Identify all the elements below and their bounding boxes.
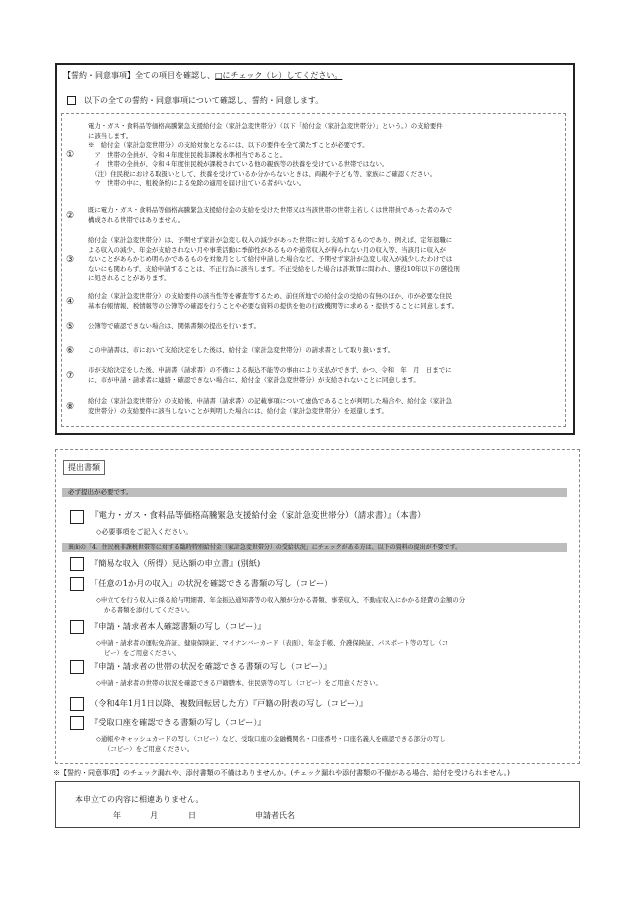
consent-item-line: 給付金（家計急変世帯分）の支給要件の該当性等を審査等するため、前住所地での給付金の受給の有無のほか、市が必要な住民 bbox=[88, 292, 453, 300]
consent-item-number: ⑧ bbox=[66, 401, 75, 412]
consent-item-line: に該当します。 bbox=[88, 131, 133, 140]
main-doc-note: ◇必要事項をご記入ください。 bbox=[96, 528, 193, 536]
consent-item-line: ウ 世帯の中に、租税条約による免除の適用を届け出ている者がいない。 bbox=[88, 179, 306, 187]
consent-item-number: ② bbox=[66, 210, 75, 221]
consent-item-line: 給付金（家計急変世帯分）は、予期せず家計が急変し収入の減少があった世帯に対し支給するものであり、例えば、定年退職に bbox=[88, 236, 453, 244]
document-title: 『申請・請求者本人確認書類の写し（コピー）』 bbox=[90, 621, 266, 631]
declaration-year: 年 bbox=[113, 811, 121, 820]
consent-item-line: ないにも関わらず、支給申請することは、不正行為に該当します。不正受給をした場合は詐欺罪に問われ、懲役10年以下の懲役刑 bbox=[88, 264, 460, 273]
consent-item-line: 電力・ガス・食料品等価格高騰緊急支援給付金（家計急変世帯分）（以下「給付金（家計急変世帯分）」という。）の支給要件 bbox=[88, 122, 443, 130]
applicant-name-field[interactable] bbox=[305, 806, 565, 820]
applicant-name-label: 申請者氏名 bbox=[255, 811, 295, 820]
consent-item-number: ④ bbox=[66, 296, 75, 307]
document-title: 『簡易な収入（所得）見込額の申立書』(別紙) bbox=[90, 558, 261, 568]
document-note: ピー）をご用意ください。 bbox=[104, 649, 181, 657]
footer-note: ※【誓約・同意事項】のチェック漏れや、添付書類の不備はありませんか。(チェック漏れや添付書類の不備がある場合、給付を受けられません。) bbox=[53, 769, 510, 777]
document-checkbox[interactable] bbox=[70, 716, 84, 730]
document-checkbox[interactable] bbox=[70, 557, 84, 571]
consent-item-line: イ 世帯の全員が、令和４年度住民税が課税されている他の親族等の扶養を受けている世帯ではない。 bbox=[88, 160, 389, 168]
consent-header-bracket: 【誓約・同意事項】 bbox=[63, 71, 135, 80]
document-checkbox[interactable] bbox=[70, 620, 84, 634]
document-note: ◇申立てを行う収入に係る給与明細書、年金振込通知書等の収入額が分かる書類、事業収入、不動産収入にかかる経費の金額の分 bbox=[96, 596, 466, 604]
consent-item-line: 変世帯分）の支給要件に該当しないことが判明した場合には、給付金（家計急変世帯分）を返還します。 bbox=[88, 406, 388, 415]
document-note: ◇申請・請求者の世帯の状況を確認できる戸籍謄本、住民票等の写し（コピー）をご用意ください。 bbox=[96, 679, 382, 687]
consent-item-line: よる収入の減少、年金が支給されない月や事業活動に季節性があるものや通常収入が得られない月の収入等、当該月に収入が bbox=[88, 245, 446, 254]
document-title: 「任意の1か月の収入」の状況を確認できる書類の写し（コピー） bbox=[90, 578, 333, 588]
consent-item-line: ないことがあらかじめ明らかであるものを対象月として給付申請した場合など、予期せず家計が急変し収入が減少したわけでは bbox=[88, 255, 453, 263]
consent-item-line: 市が支給決定をした後、申請書（請求書）の不備による振込不能等の事由により支払ができず、かつ、令和 年 月 日までに bbox=[88, 366, 452, 374]
document-title: （令和4年1月1日以降、複数回転居した方）『戸籍の附表の写し（コピー）』 bbox=[90, 698, 368, 708]
document-note: かる書類を添付してください。 bbox=[104, 606, 194, 614]
consent-item-line: この申請書は、市において支給決定をした後は、給付金（家計急変世帯分）の請求書として取り扱います。 bbox=[88, 346, 395, 354]
consent-item-line: 給付金（家計急変世帯分）の支給後、申請書（請求書）の記載事項について虚偽であることが判明した場合や、給付金（家計急 bbox=[88, 397, 453, 405]
consent-item-number: ⑥ bbox=[66, 346, 75, 356]
consent-checkbox-label: 以下の全ての誓約・同意事項について確認し、誓約・同意します。 bbox=[84, 96, 324, 105]
declaration-month: 月 bbox=[150, 811, 158, 820]
document-checkbox[interactable] bbox=[70, 577, 84, 591]
consent-item-line: 構成される世帯ではありません。 bbox=[88, 215, 185, 224]
consent-item-line: に処されることがあります。 bbox=[88, 274, 171, 282]
document-note: ◇通帳やキャッシュカードの写し（コピー）など、受取口座の金融機関名・口座番号・口座名義人を確認できる部分の写し bbox=[96, 735, 446, 743]
document-checkbox[interactable] bbox=[70, 660, 84, 674]
consent-item-line: （注）住民税における取扱いとして、扶養を受けているか分からないときは、両親や子ども等、家族にご確認ください。 bbox=[88, 169, 437, 178]
consent-item-line: 既に電力・ガス・食料品等価格高騰緊急支援給付金の支給を受けた世帯又は当該世帯の世帯主若しくは世帯員であった者のみで bbox=[88, 206, 453, 214]
consent-item-line: ア 世帯の全員が、令和４年度住民税非課税水準相当であること。 bbox=[88, 150, 287, 159]
main-doc-checkbox[interactable] bbox=[70, 510, 84, 524]
consent-item-line: 公簿等で確認できない場合は、関係書類の提出を行います。 bbox=[88, 322, 261, 330]
document-note: （コピー）をご用意ください。 bbox=[104, 745, 194, 753]
consent-item-number: ⑤ bbox=[66, 322, 75, 332]
consent-item-number: ① bbox=[66, 150, 75, 161]
required-bar bbox=[62, 488, 567, 497]
consent-header bbox=[63, 70, 342, 81]
consent-checkbox[interactable] bbox=[67, 96, 76, 105]
document-title: 『受取口座を確認できる書類の写し（コピー）』 bbox=[90, 717, 266, 727]
consent-item-number: ③ bbox=[66, 254, 75, 265]
main-doc-title: 『電力・ガス・食料品等価格高騰緊急支援給付金（家計急変世帯分）（請求書）』（本書） bbox=[90, 511, 426, 521]
documents-title: 提出書類 bbox=[63, 460, 105, 475]
consent-item-line: ※ 給付金（家計急変世帯分）の支給対象となるには、以下の要件を全て満たすことが必要です。 bbox=[88, 141, 369, 149]
required-bar-label: 必ず提出が必要です。 bbox=[68, 488, 133, 496]
document-title: 『申請・請求者の世帯の状況を確認できる書類の写し（コピー）』 bbox=[90, 661, 332, 671]
conditional-bar-label: 裏面の「4．住民税非課税世帯等に対する臨時特別給付金（家計急変世帯分）の受給状況」にチェックがある方は、以下の資料の提出が不要です。 bbox=[68, 544, 462, 551]
consent-header-text: 全ての項目を確認し、 bbox=[135, 71, 215, 80]
consent-item-number: ⑦ bbox=[66, 370, 75, 381]
declaration-text: 本申立ての内容に相違ありません。 bbox=[75, 795, 204, 804]
consent-header-instruction: □にチェック（レ）してください。 bbox=[215, 71, 343, 80]
consent-item-line: 基本台帳情報、税情報等の公簿等の確認を行うことや必要な資料の提供を他の行政機関等に求める・提供することに同意します。 bbox=[88, 301, 459, 310]
consent-item-line: に、市が申請・請求者に連絡・確認できない場合に、給付金（家計急変世帯分）が支給されないことに同意します。 bbox=[88, 375, 420, 384]
document-note: ◇申請・請求者の運転免許証、健康保険証、マイナンバーカード（表面）、年金手帳、介護保険証、パスポート等の写し（コ bbox=[96, 639, 449, 647]
declaration-day: 日 bbox=[188, 811, 196, 820]
document-checkbox[interactable] bbox=[70, 697, 84, 711]
